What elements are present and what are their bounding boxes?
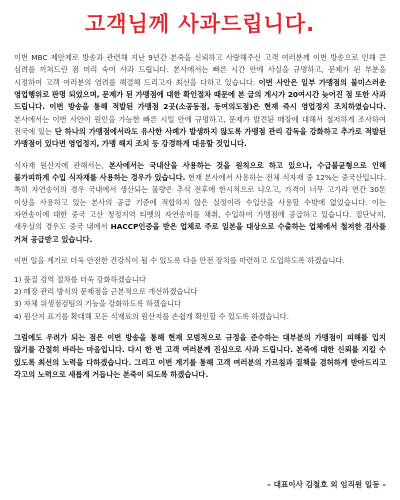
text-segment-bold: 이번 사안은 일부 가맹점의 불미스러운 영업행위로 판명 되었으며, 문제가 된 가맹점에 대한 확인절차 때문에 본 글의 게시가 20여시간 늦어진 점 또한 사과 드립니다. 이번 방송을 통해 적발된 가맹점 2곳(소공동점, 동여의도점)은 현재 즉시 영업정지 조치하였습니다.	[14, 77, 386, 112]
measures-list	[14, 274, 386, 323]
list-item: 4) 원산지 표기를 확대해 모든 식재료의 원산지를 손쉽게 확인할 수 있도록 하겠습니다.	[14, 311, 289, 321]
list-item: 2) 매장 관리 방식의 문제점을 근본적으로 개선하겠습니다	[14, 286, 198, 296]
paragraph-origin	[14, 160, 386, 246]
text-segment: 이번 MBC 제안제로 방송과 관련해 지난 9년간 본죽을 신뢰하고 사랑해주신 고객 여러분께 이번 방송으로 인해 큰 심려를 끼쳐드린 점 머리 숙여 사과 드립니다. 본사에서는 빠른 시간 안에 사실을 규명하고, 문제가 된 부분을 시정하여 고객 여러분의 염려를 해결해 드리고자 최선을 다하고 있습니다.	[14, 53, 386, 87]
text-segment-bold: 본사에서는 국내산을 사용하는 것을 원칙으로 하고 있으나, 수급불균형으로 인해 불가피하게 수입 식자재를 사용하는 경우가 있습니다.	[14, 160, 386, 183]
document-body	[14, 52, 386, 390]
text-segment: 이번 일을 계기로 더욱 안전한 건강식이 될 수 있도록 다음 안전 장치를 마련하고 도입하도록 하겠습니다.	[14, 256, 345, 266]
paragraph-incident	[14, 52, 386, 151]
text-segment-bold: 단 하나의 가맹점에서라도 유사한 사례가 발생하지 않도록 가맹점 관리 감독을 강화하고 추가로 적발된 가맹점이 있다면 영업정지, 가맹 해지 조치 등 강경하게 대응할 것입니다.	[14, 127, 386, 149]
text-segment: 본사에서는 이번 사안이 원인을 가능한 빠른 시일 안에 규명하고, 문제가 발견된 매장에 대해서 철저하게 조사하여 전국에 있는	[14, 114, 386, 137]
paragraph-closing	[14, 332, 386, 381]
text-segment: 현재 본사에서 사용하는 전체 식자재 중 12%는 중국산입니다. 특히 자연송이의 경우 국내에서 생산되는 물량은 추석 전후에 한시적으로 나오고, 가격이 너무 고가라 연간 30톤 이상을 사용하고 있는 본사의 공급 기준에 적합하지 않은 실정이라 수입산을 사용할 수밖에 없었습니다. 이는 자연송이에 대한 중국 고산 청정지역 티벳의 자연송이를 채취, 수입하여 가맹점에 공급하고 있습니다. 절단낙지, 새우살의 경우도 중국 내에서	[14, 173, 386, 232]
text-segment-bold: HACCP인증을 받은 업체로 주로 일본을 대상으로 수출하는 업체에서 철저한 검사를 거쳐 공급받고 있습니다.	[14, 222, 386, 244]
text-segment-bold: 그럼에도 우려가 되는 점은 이번 방송을 통해 현재 모범적으로 규정을 준수하는 대부분의 가맹점이 피해를 입지 않기를 간절히 바라는 마음입니다. 다시 한 번 고객 여러분께 진심으로 사과 드립니다. 본죽에 대한 신뢰를 지킬 수 있도록 최선의 노력을 다하겠습니다. 그리고 이번 계기를 통해 고객 여러분의 가르침과 질책을 겸허하게 받아드리고 각고의 노력으로 새롭게 거듭나는 본죽이 되도록 하겠습니다.	[14, 332, 386, 379]
page-title: 고객님께 사과드립니다.	[84, 12, 316, 36]
signature: – 대표이사 김철호 외 임직원 일동 –	[267, 480, 386, 489]
list-item: 3) 자체 위생점검팀의 기능을 강화하도록 하겠습니다	[14, 299, 182, 309]
list-item: 1) 품질 검역 절차를 더욱 강화하겠습니다	[14, 274, 146, 284]
text-segment: 식자재 원산지에 관해서는,	[14, 160, 109, 170]
paragraph-measures-intro	[14, 255, 386, 267]
